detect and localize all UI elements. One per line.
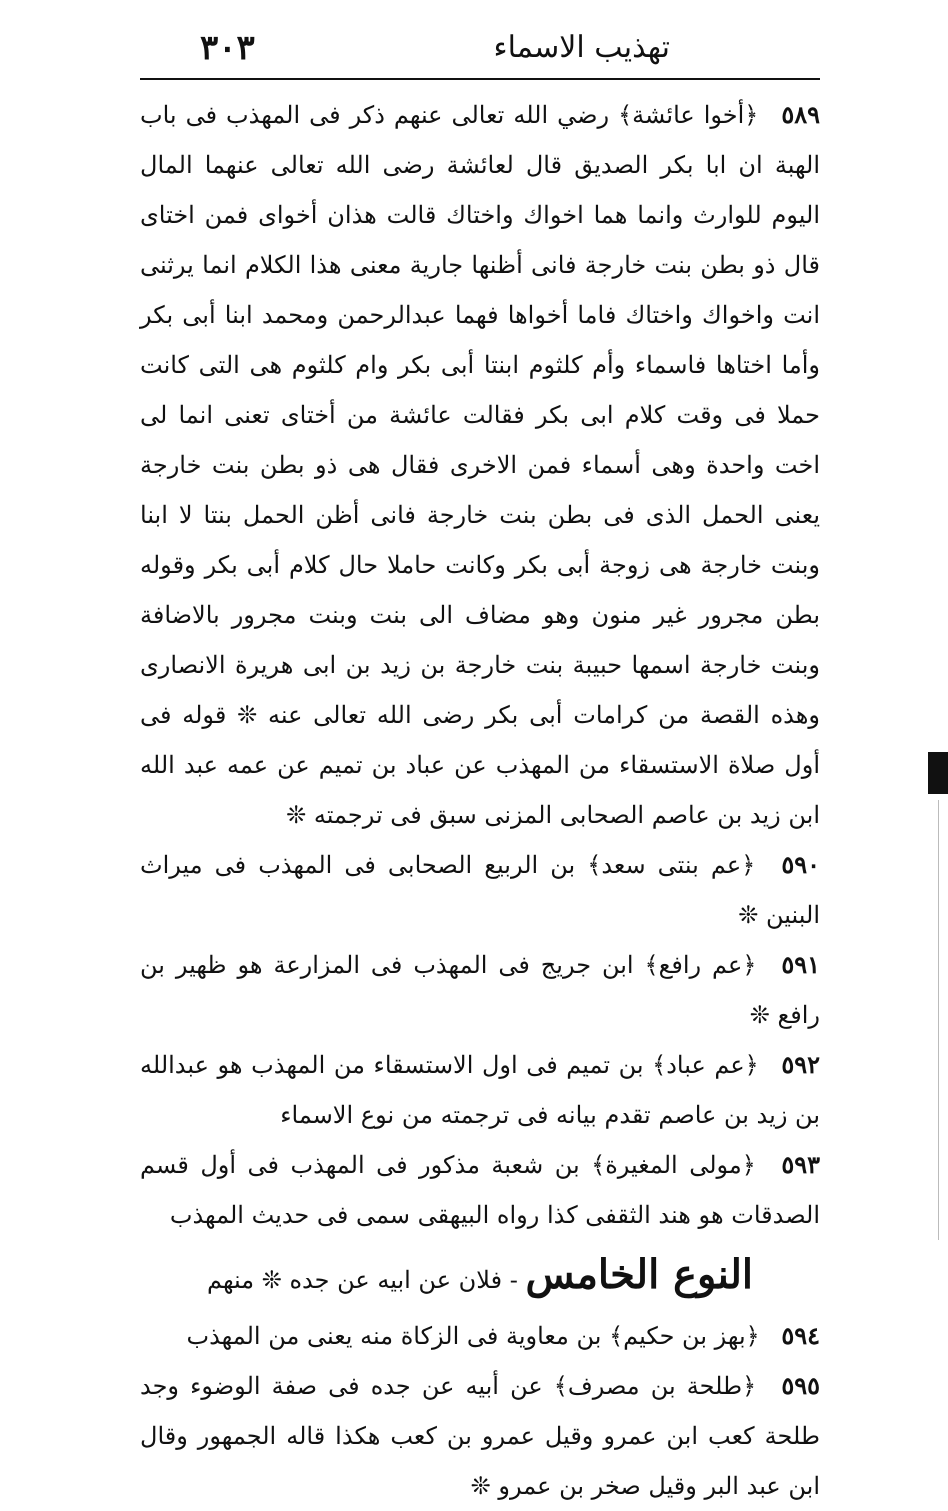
page-number: ٣٠٣	[200, 28, 255, 68]
section-heading	[140, 1250, 820, 1305]
entry-number: ٥٩٠	[781, 850, 821, 879]
entry-text: ﴿بهز بن حكيم﴾ بن معاوية فى الزكاة منه يعنى من المهذب	[186, 1322, 760, 1350]
entry-592	[140, 1040, 820, 1140]
entry-text: ﴿عم رافع﴾ ابن جريج فى المهذب فى المزارعة هو ظهير بن رافع ❊	[140, 951, 820, 1029]
entry-593	[140, 1140, 820, 1240]
entry-589	[140, 90, 820, 840]
section-title: النوع الخامس	[525, 1251, 754, 1298]
entry-591	[140, 940, 820, 1040]
scan-edge-mark	[928, 752, 948, 794]
entry-594	[140, 1311, 820, 1361]
entry-text: ﴿أخوا عائشة﴾ رضي الله تعالى عنهم ذكر فى المهذب فى باب الهبة ان ابا بكر الصديق قال لعائشة رضى الله تعالى عنهما المال اليوم للوارث وانما هما اخواك واختاك قالت هذان أخواى فمن اختاى قال ذو بطن بنت خارجة فانى أظنها جارية معنى هذا الكلام انما يرثنى انت واخواك واختاك فاما أخواها فهما عبدالرحمن ومحمد ابنا أبى بكر وأما اختاها فاسماء وأم كلثوم ابنتا أبى بكر وام كلثوم هى التى كانت حملا فى وقت كلام ابى بكر فقالت عائشة من أختاى تعنى انما لى اخت واحدة وهى أسماء فمن الاخرى فقال هى ذو بطن بنت خارجة يعنى الحمل الذى فى بطن بنت خارجة فانى أظن الحمل بنتا لا ابنا وبنت خارجة هى زوجة أبى بكر وكانت حاملا حال كلام أبى بكر وقوله بطن مجرور غير منون وهو مضاف الى بنت وبنت مجرور بالاضافة وبنت خارجة اسمها حبيبة بنت خارجة بن زيد بن ابى هريرة الانصارى وهذه القصة من كرامات أبى بكر رضى الله تعالى عنه ❊ قوله فى أول صلاة الاستسقاء من المهذب عن عباد بن تميم عن عمه عبد الله ابن زيد بن عاصم الصحابى المزنى سبق فى ترجمته ❊	[140, 101, 820, 829]
scan-edge-line	[938, 800, 939, 1240]
entry-590	[140, 840, 820, 940]
running-title: تهذيب الاسماء	[493, 30, 670, 65]
entry-number: ٥٨٩	[781, 100, 820, 129]
header-rule	[140, 78, 820, 80]
entry-number: ٥٩٥	[781, 1371, 820, 1400]
page-header	[140, 28, 820, 72]
entry-text: ﴿عم عباد﴾ بن تميم فى اول الاستسقاء من المهذب هو عبدالله بن زيد بن عاصم تقدم بيانه فى ترجمته من نوع الاسماء	[140, 1051, 820, 1129]
entry-text: ﴿عم بنتى سعد﴾ بن الربيع الصحابى فى المهذب فى ميراث البنين ❊	[140, 851, 820, 929]
entry-595	[140, 1361, 820, 1511]
entry-number: ٥٩٣	[781, 1150, 820, 1179]
section-subtitle: - فلان عن ابيه عن جده ❊ منهم	[206, 1266, 518, 1294]
entry-text: ﴿طلحة بن مصرف﴾ عن أبيه عن جده فى صفة الوضوء وجد طلحة كعب ابن عمرو وقيل عمرو بن كعب هكذا قاله الجمهور وقال ابن عبد البر وقيل صخر بن عمرو ❊	[140, 1372, 820, 1500]
entry-number: ٥٩٤	[781, 1321, 820, 1350]
entry-number: ٥٩١	[781, 950, 820, 979]
entry-text: ﴿مولى المغيرة﴾ بن شعبة مذكور فى المهذب فى أول قسم الصدقات هو هند الثقفى كذا رواه البيهقى سمى فى حديث المهذب	[140, 1151, 820, 1229]
main-text	[140, 90, 820, 1511]
entry-number: ٥٩٢	[781, 1050, 820, 1079]
